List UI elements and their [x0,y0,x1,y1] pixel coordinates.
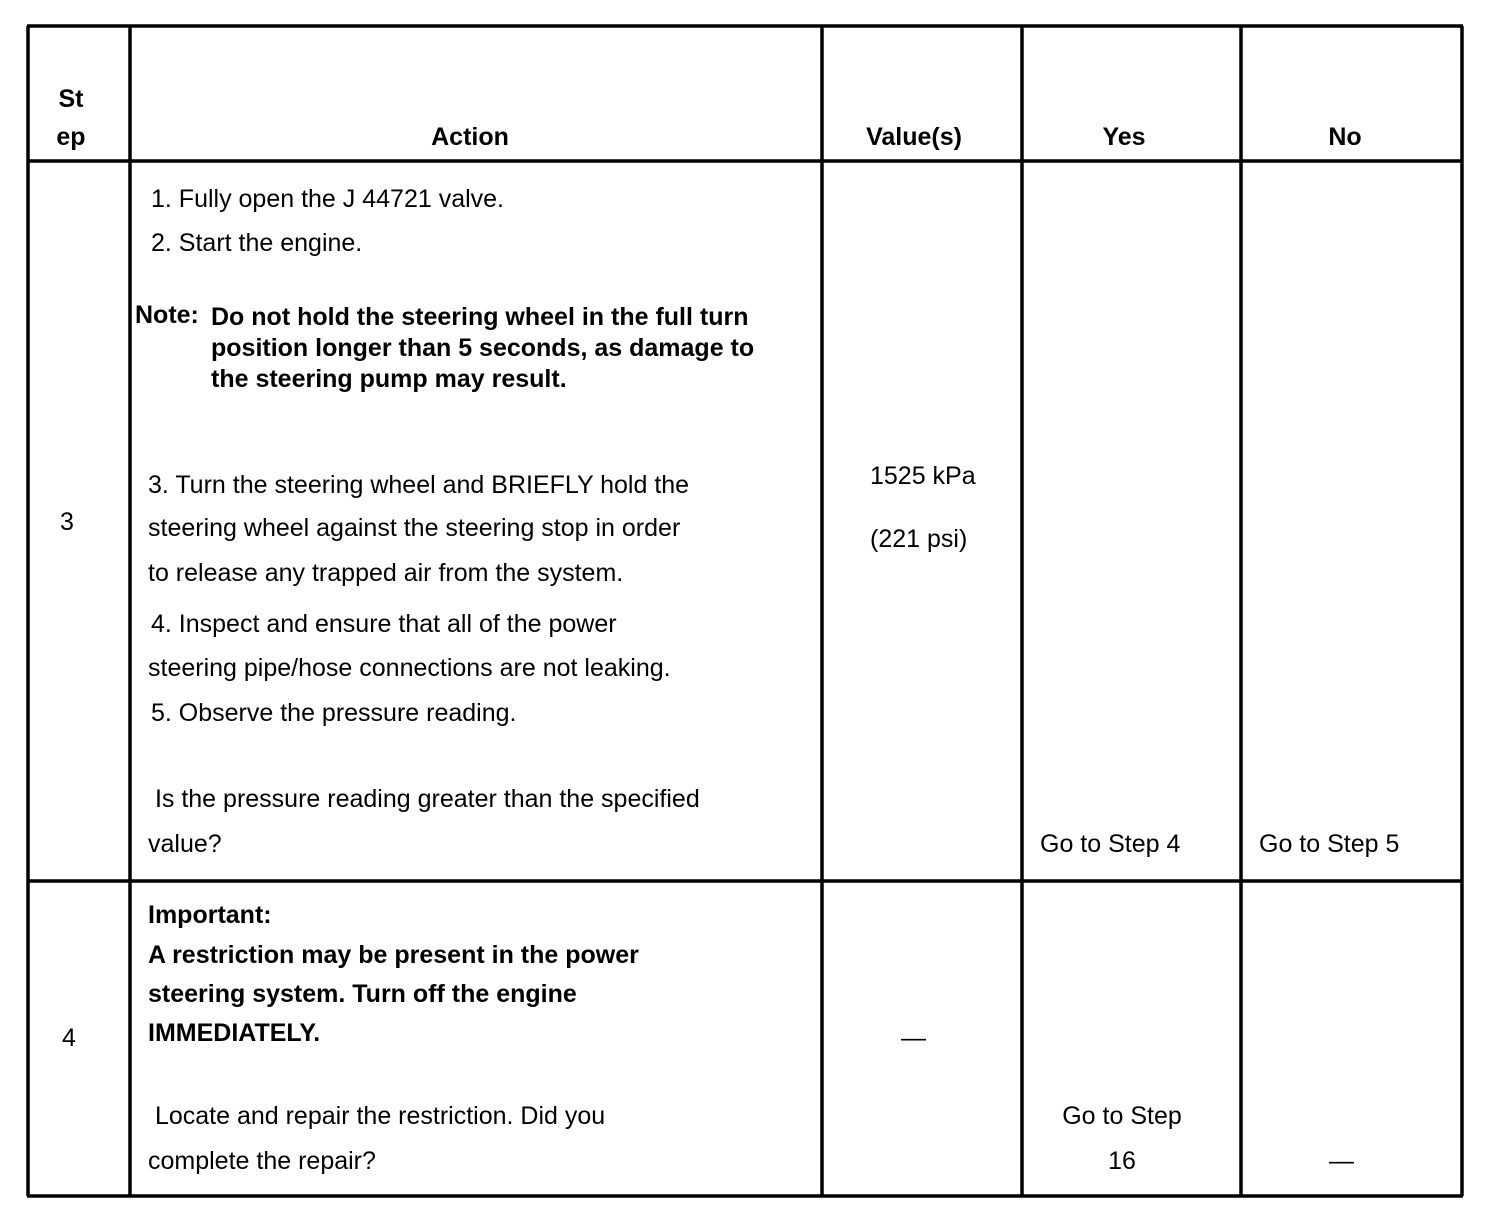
action-item: steering wheel against the steering stop in order [148,514,681,542]
action-question: Is the pressure reading greater than the specified [148,785,700,813]
note-text: position longer than 5 seconds, as damage to [211,334,755,362]
header-action: Action [431,123,509,151]
important-text: steering system. Turn off the engine [148,980,577,1008]
action-item: 1. Fully open the J 44721 valve. [151,185,505,213]
value-kpa: 1525 kPa [870,462,976,490]
yes-result: Go to Step 4 [1040,830,1181,858]
step-number: 4 [62,1024,76,1052]
action-item: to release any trapped air from the system. [148,559,624,587]
value-dash: — [901,1024,926,1052]
important-label: Important: [148,901,272,929]
action-item: steering pipe/hose connections are not leaking. [148,654,671,682]
header-values: Value(s) [866,123,962,151]
note-text: Do not hold the steering wheel in the full turn [211,303,749,331]
step-number: 3 [60,508,74,536]
important-text: IMMEDIATELY. [148,1019,321,1047]
no-result: — [1329,1147,1354,1175]
note-label: Note: [135,301,199,329]
no-result: Go to Step 5 [1259,830,1400,858]
header-step-line2: ep [56,123,86,151]
yes-result: Go to Step [1062,1102,1182,1130]
header-yes: Yes [1102,123,1146,151]
important-text: A restriction may be present in the power [148,941,639,969]
action-item: 3. Turn the steering wheel and BRIEFLY hold the [148,471,690,499]
note-text: the steering pump may result. [211,365,567,393]
action-item: 5. Observe the pressure reading. [151,699,517,727]
action-item: 2. Start the engine. [151,229,363,257]
action-question: value? [148,830,222,858]
action-question: complete the repair? [148,1147,376,1175]
value-psi: (221 psi) [870,525,968,553]
header-step-line1: St [58,85,84,113]
yes-result: 16 [1108,1147,1136,1175]
header-no: No [1328,123,1362,151]
action-item: 4. Inspect and ensure that all of the power [151,610,617,638]
action-question: Locate and repair the restriction. Did you [148,1102,606,1130]
